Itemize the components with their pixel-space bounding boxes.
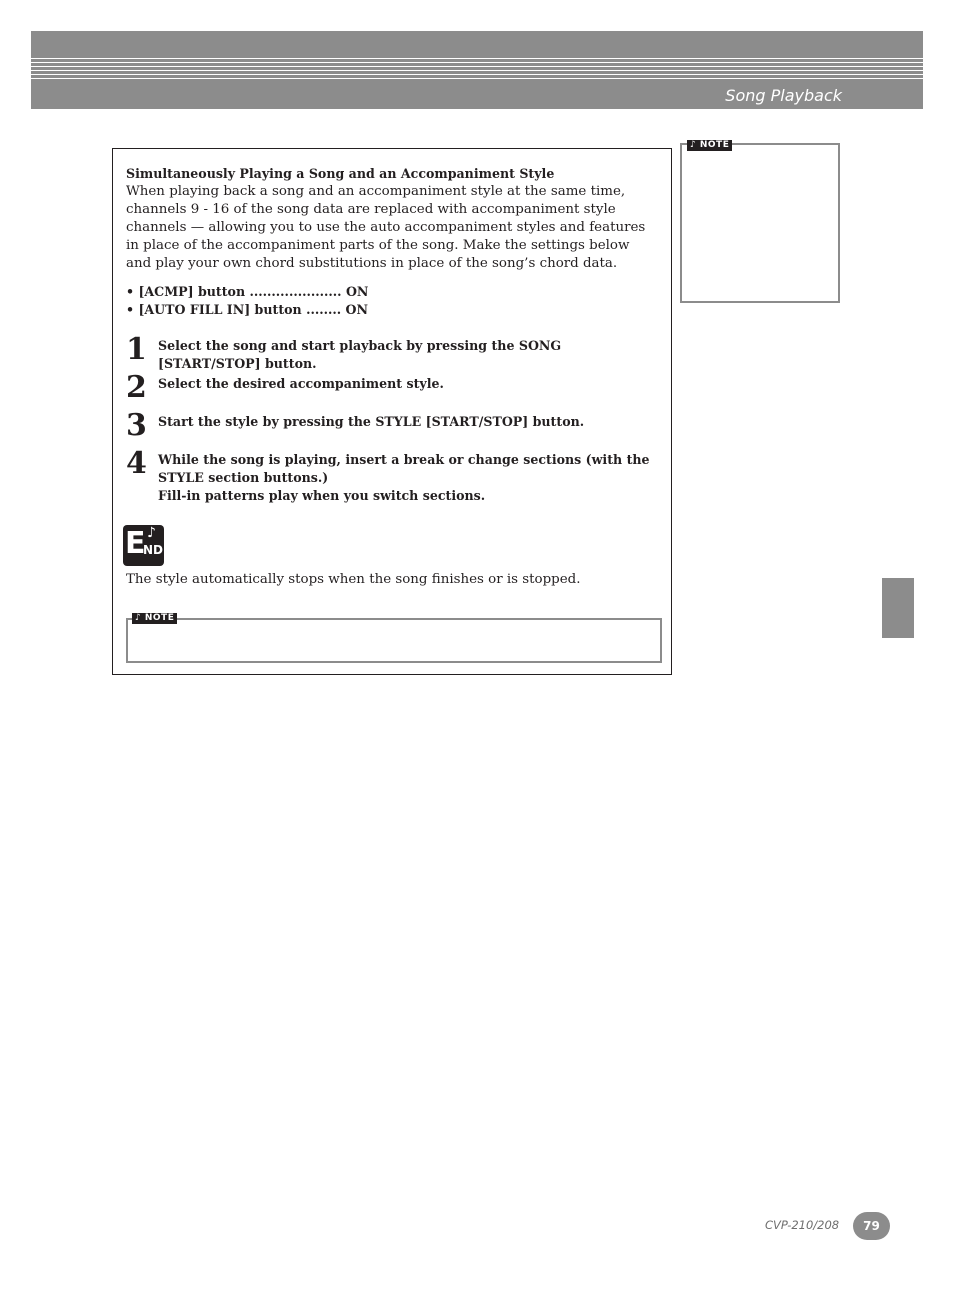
settings-list	[126, 283, 368, 319]
step-number: 2	[126, 370, 147, 405]
step-text-line-2: Fill-in patterns play when you switch sections.	[158, 488, 486, 503]
music-note-icon: ♪	[147, 525, 156, 541]
step-text	[158, 451, 666, 505]
end-icon	[123, 525, 164, 566]
end-icon-suffix: ND	[143, 543, 164, 557]
chapter-thumb-tab	[882, 578, 914, 638]
intro-block	[126, 165, 658, 273]
header-stripes	[31, 58, 923, 81]
setting-auto-fill-in: • [AUTO FILL IN] button ........ ON	[126, 301, 368, 319]
intro-paragraph: When playing back a song and an accompaniment style at the same time, channels 9 - 16 of the song data are replaced with accompaniment style channels — allowing you to use the auto accompaniment styles and features in place of the accompaniment parts of the song. Make the settings below and play your own chord substitutions in place of the song’s chord data.	[126, 184, 646, 271]
end-icon-letter: E	[125, 526, 146, 561]
page-number: 79	[853, 1212, 890, 1240]
note-icon: ♪ NOTE	[687, 140, 732, 151]
model-name: CVP-210/208	[765, 1218, 840, 1232]
end-text: The style automatically stops when the song finishes or is stopped.	[126, 572, 581, 587]
step-text-line: While the song is playing, insert a break or change sections (with the STYLE section buttons.)	[158, 452, 650, 485]
step-number: 4	[126, 446, 147, 481]
step-text: Start the style by pressing the STYLE [START/STOP] button.	[158, 414, 585, 429]
section-heading: Simultaneously Playing a Song and an Accompaniment Style	[126, 166, 555, 181]
header-band	[31, 31, 923, 109]
note-box	[126, 613, 662, 663]
setting-acmp: • [ACMP] button ..................... ON	[126, 283, 368, 301]
step-number: 3	[126, 408, 147, 443]
step-text: Select the desired accompaniment style.	[158, 376, 444, 391]
content-box	[112, 148, 672, 675]
side-note-box	[680, 140, 840, 303]
step-text: Select the song and start playback by pressing the SONG [START/STOP] button.	[158, 338, 562, 371]
note-icon: ♪ NOTE	[132, 613, 177, 624]
section-title: Song Playback	[725, 86, 842, 105]
step-number: 1	[126, 332, 147, 367]
